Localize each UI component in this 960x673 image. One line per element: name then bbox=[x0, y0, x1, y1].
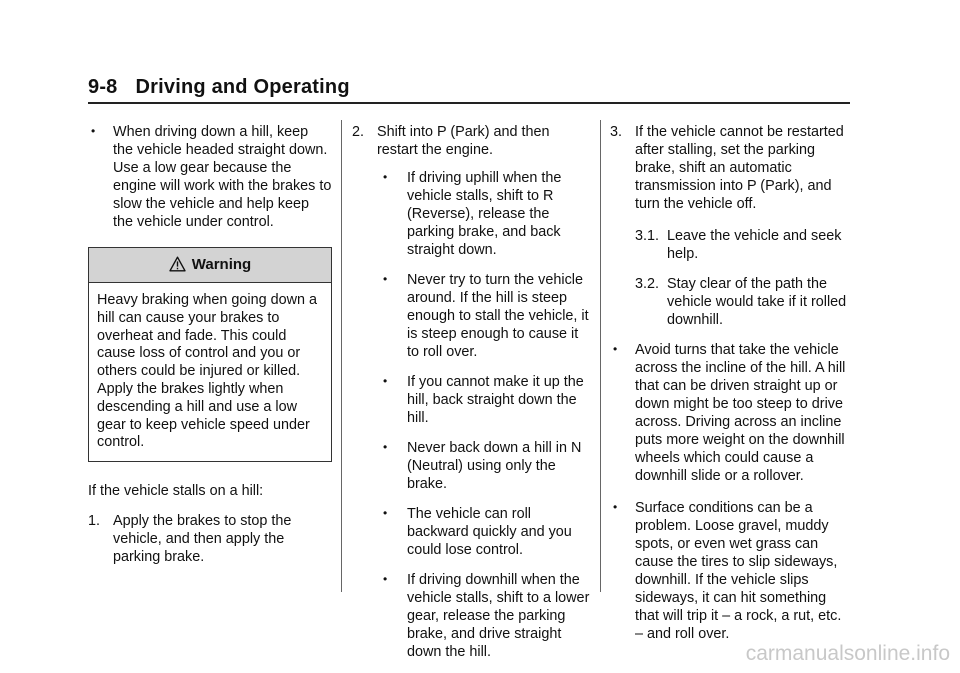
numbered-substep bbox=[610, 275, 852, 329]
step-number: 3.1. bbox=[635, 228, 660, 244]
step-text: Stay clear of the path the vehicle would take if it rolled downhill. bbox=[667, 276, 847, 328]
step-text: Shift into P (Park) and then restart the engine. bbox=[377, 124, 550, 158]
bullet-text: Avoid turns that take the vehicle across the incline of the hill. A hill that can be driven straight up or down might be too steep to drive across. Driving across an incline puts more weight on the downhill wheels which could cause a downhill slide or a rollover. bbox=[635, 342, 846, 484]
numbered-step bbox=[88, 512, 332, 566]
column-1 bbox=[88, 123, 332, 580]
list-item bbox=[352, 439, 590, 493]
numbered-step bbox=[352, 123, 590, 159]
list-item bbox=[352, 571, 590, 661]
watermark: carmanualsonline.info bbox=[745, 642, 950, 665]
list-item bbox=[352, 505, 590, 559]
list-item bbox=[352, 271, 590, 361]
bullet-text: The vehicle can roll backward quickly and you could lose control. bbox=[407, 506, 572, 558]
step-text: Leave the vehicle and seek help. bbox=[667, 228, 842, 262]
bullet-text: Never try to turn the vehicle around. If the hill is steep enough to stall the vehicle, it is steep enough to cause it to roll over. bbox=[407, 272, 589, 360]
list-item bbox=[352, 169, 590, 259]
bullet-text: If you cannot make it up the hill, back straight down the hill. bbox=[407, 374, 584, 426]
bullet-icon: • bbox=[383, 572, 388, 586]
page-number: 9-8 bbox=[88, 76, 118, 98]
column-divider-1 bbox=[341, 120, 342, 592]
header-rule bbox=[88, 102, 850, 104]
warning-box bbox=[88, 247, 332, 462]
step-number: 3.2. bbox=[635, 276, 660, 292]
column-2 bbox=[352, 123, 590, 673]
bullet-text: When driving down a hill, keep the vehicle headed straight down. Use a low gear because the engine will work with the brakes to slow the vehicle and help keep the vehicle under control. bbox=[113, 124, 332, 230]
warning-triangle-icon bbox=[169, 256, 186, 272]
step-text: If the vehicle cannot be restarted after stalling, set the parking brake, shift an automatic transmission into P (Park), and turn the vehicle off. bbox=[635, 124, 844, 212]
warning-body: Heavy braking when going down a hill can cause your brakes to overheat and fade. This could cause loss of control and you or others could be injured or killed. Apply the brakes lightly when descending a hill and use a low gear to keep vehicle speed under control. bbox=[97, 292, 317, 451]
bullet-text: Surface conditions can be a problem. Loose gravel, muddy spots, or even wet grass can cause the tires to slip sideways, downhill. If the vehicle slips sideways, it can hit something that will trip it – a rock, a rut, etc. – and roll over. bbox=[635, 500, 842, 642]
bullet-text: If driving uphill when the vehicle stalls, shift to R (Reverse), release the parking brake, and back straight down. bbox=[407, 170, 562, 258]
step-text: Apply the brakes to stop the vehicle, and then apply the parking brake. bbox=[113, 513, 292, 566]
bullet-icon: • bbox=[383, 440, 388, 454]
bullet-icon: • bbox=[613, 500, 618, 514]
list-item bbox=[610, 499, 852, 643]
warning-header bbox=[89, 248, 331, 283]
bullet-text: Never back down a hill in N (Neutral) using only the brake. bbox=[407, 440, 582, 492]
list-item bbox=[352, 373, 590, 427]
bullet-icon: • bbox=[91, 124, 96, 138]
bullet-icon: • bbox=[383, 374, 388, 388]
step-number: 3. bbox=[610, 124, 623, 140]
column-divider-2 bbox=[600, 120, 601, 592]
bullet-icon: • bbox=[383, 170, 388, 184]
page-header bbox=[88, 76, 350, 99]
step-number: 2. bbox=[352, 124, 365, 140]
warning-title: Warning bbox=[191, 256, 252, 273]
bullet-icon: • bbox=[613, 342, 618, 356]
list-item bbox=[88, 123, 332, 231]
section-title: Driving and Operating bbox=[135, 76, 350, 98]
bullet-icon: • bbox=[383, 506, 388, 520]
stall-intro: If the vehicle stalls on a hill: bbox=[88, 483, 264, 500]
bullet-text: If driving downhill when the vehicle stalls, shift to a lower gear, release the parking brake, and drive straight down the hill. bbox=[407, 572, 590, 660]
column-3 bbox=[610, 123, 852, 657]
step-number: 1. bbox=[88, 513, 101, 530]
numbered-step bbox=[610, 123, 852, 213]
numbered-substep bbox=[610, 227, 852, 263]
bullet-icon: • bbox=[383, 272, 388, 286]
list-item bbox=[610, 341, 852, 485]
